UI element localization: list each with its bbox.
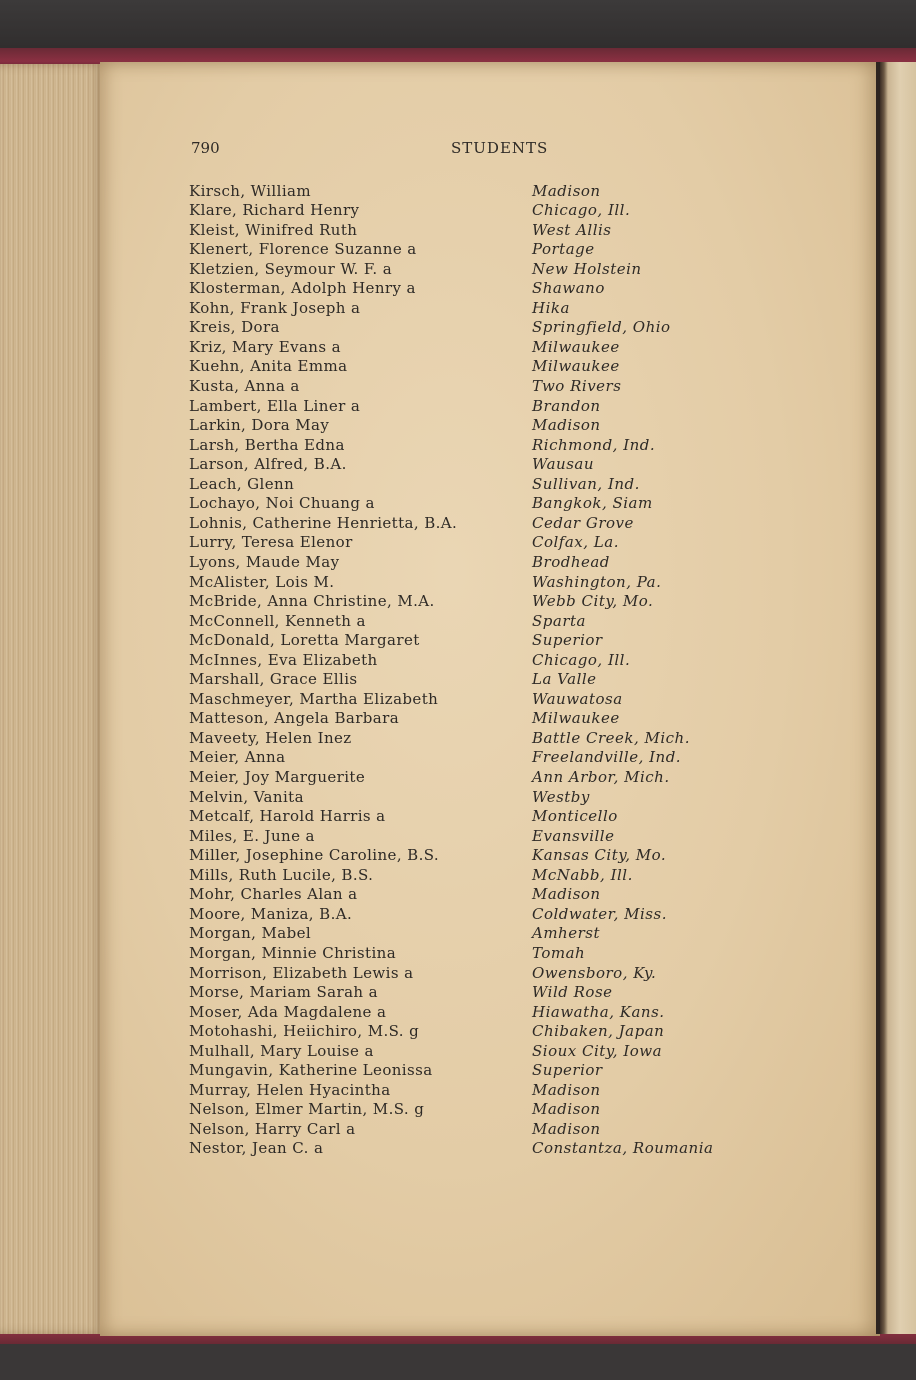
list-item — [0, 866, 916, 886]
list-item — [0, 944, 916, 964]
student-name: Lambert, Ella Liner a — [189, 396, 361, 415]
student-name: Nestor, Jean C. a — [189, 1139, 324, 1158]
list-item — [0, 494, 916, 514]
student-name: Mulhall, Mary Louise a — [189, 1041, 374, 1060]
student-name: Larsh, Bertha Edna — [189, 435, 345, 454]
student-name: Maveety, Helen Inez — [189, 728, 352, 747]
list-item — [0, 240, 916, 260]
list-item — [0, 1061, 916, 1081]
student-name: Lyons, Maude May — [189, 552, 340, 571]
student-name: Kletzien, Seymour W. F. a — [189, 259, 393, 278]
student-name: Morgan, Minnie Christina — [189, 943, 397, 962]
student-name: Kleist, Winifred Ruth — [189, 220, 358, 239]
student-hometown: Sioux City, Iowa — [532, 1041, 663, 1060]
student-name: Kreis, Dora — [189, 318, 280, 337]
student-name: McConnell, Kenneth a — [189, 611, 366, 630]
list-item — [0, 1100, 916, 1120]
student-name: Miller, Josephine Caroline, B.S. — [189, 846, 440, 865]
list-item — [0, 827, 916, 847]
list-item — [0, 612, 916, 632]
student-name: Morrison, Elizabeth Lewis a — [189, 963, 414, 982]
list-item — [0, 475, 916, 495]
student-name: Mills, Ruth Lucile, B.S. — [189, 865, 374, 884]
student-hometown: Evansville — [532, 826, 615, 845]
student-name: Kirsch, William — [189, 181, 311, 200]
student-name: Klenert, Florence Suzanne a — [189, 240, 417, 259]
student-name: Moser, Ada Magdalene a — [189, 1002, 387, 1021]
list-item — [0, 1120, 916, 1140]
student-hometown: Brodhead — [532, 552, 610, 571]
student-name: Kohn, Frank Joseph a — [189, 298, 361, 317]
list-item — [0, 357, 916, 377]
list-item — [0, 592, 916, 612]
student-name: Melvin, Vanita — [189, 787, 304, 806]
list-item — [0, 905, 916, 925]
student-hometown: Chicago, Ill. — [532, 650, 631, 669]
student-hometown: Webb City, Mo. — [532, 592, 654, 611]
student-hometown: Constantza, Roumania — [532, 1139, 714, 1158]
student-hometown: Milwaukee — [532, 709, 620, 728]
list-item — [0, 182, 916, 202]
student-name: Kuehn, Anita Emma — [189, 357, 348, 376]
student-name: Morgan, Mabel — [189, 924, 312, 943]
student-hometown: Two Rivers — [532, 377, 622, 395]
student-hometown: Coldwater, Miss. — [532, 904, 667, 923]
list-item — [0, 436, 916, 456]
student-hometown: Springfield, Ohio — [532, 318, 671, 337]
student-name: Matteson, Angela Barbara — [189, 709, 400, 728]
list-item — [0, 1003, 916, 1023]
student-hometown: Chibaken, Japan — [532, 1022, 665, 1041]
list-item — [0, 846, 916, 866]
student-hometown: Kansas City, Mo. — [532, 846, 667, 865]
student-hometown: Battle Creek, Mich. — [532, 728, 690, 747]
list-item — [0, 514, 916, 534]
student-name: Klosterman, Adolph Henry a — [189, 279, 416, 298]
student-hometown: McNabb, Ill. — [532, 865, 633, 884]
student-name: Meier, Anna — [189, 748, 286, 767]
student-hometown: West Allis — [532, 220, 612, 239]
student-name: McDonald, Loretta Margaret — [189, 631, 420, 650]
list-item — [0, 1081, 916, 1101]
student-hometown: Richmond, Ind. — [532, 435, 656, 454]
list-item — [0, 221, 916, 241]
student-hometown: New Holstein — [532, 259, 642, 278]
student-hometown: Milwaukee — [532, 337, 620, 356]
list-item — [0, 788, 916, 808]
student-hometown: Westby — [532, 787, 590, 806]
student-name: Morse, Mariam Sarah a — [189, 983, 378, 1002]
student-hometown: Washington, Pa. — [532, 572, 662, 591]
list-item — [0, 416, 916, 436]
student-hometown: Owensboro, Ky. — [532, 963, 657, 982]
list-item — [0, 651, 916, 671]
student-name: Meier, Joy Marguerite — [189, 768, 366, 786]
list-item — [0, 807, 916, 827]
running-head: STUDENTS — [451, 139, 549, 157]
list-item — [0, 318, 916, 338]
student-hometown: La Valle — [532, 670, 597, 689]
student-name: Leach, Glenn — [189, 474, 295, 493]
student-hometown: Monticello — [532, 807, 618, 826]
student-name: McBride, Anna Christine, M.A. — [189, 592, 435, 611]
student-hometown: Bangkok, Siam — [532, 494, 653, 513]
student-name: Motohashi, Heiichiro, M.S. g — [189, 1022, 420, 1041]
student-hometown: Sparta — [532, 611, 586, 630]
student-name: Kusta, Anna a — [189, 377, 300, 395]
list-item — [0, 455, 916, 475]
student-hometown: Superior — [532, 631, 603, 650]
student-name: Lochayo, Noi Chuang a — [189, 494, 375, 513]
list-item — [0, 983, 916, 1003]
student-hometown: Madison — [532, 181, 601, 200]
list-item — [0, 201, 916, 221]
list-item — [0, 1022, 916, 1042]
list-item — [0, 299, 916, 319]
student-name: Mungavin, Katherine Leonissa — [189, 1061, 433, 1080]
list-item — [0, 709, 916, 729]
list-item — [0, 690, 916, 710]
list-item — [0, 748, 916, 768]
student-hometown: Chicago, Ill. — [532, 201, 631, 220]
student-name: Klare, Richard Henry — [189, 201, 360, 220]
page-number: 790 — [191, 139, 220, 157]
list-item — [0, 377, 916, 397]
student-name: Murray, Helen Hyacintha — [189, 1080, 391, 1099]
student-hometown: Brandon — [532, 396, 601, 415]
student-hometown: Portage — [532, 240, 595, 259]
list-item — [0, 1042, 916, 1062]
student-name: Marshall, Grace Ellis — [189, 670, 358, 689]
student-hometown: Hika — [532, 298, 570, 317]
list-item — [0, 533, 916, 553]
student-name: Nelson, Elmer Martin, M.S. g — [189, 1100, 425, 1119]
list-item — [0, 397, 916, 417]
list-item — [0, 964, 916, 984]
student-hometown: Tomah — [532, 943, 586, 962]
student-hometown: Freelandville, Ind. — [532, 748, 682, 767]
list-item — [0, 553, 916, 573]
student-name: Kriz, Mary Evans a — [189, 337, 341, 356]
list-item — [0, 1139, 916, 1159]
list-item — [0, 670, 916, 690]
student-name: McAlister, Lois M. — [189, 572, 335, 591]
list-item — [0, 729, 916, 749]
student-name: Nelson, Harry Carl a — [189, 1119, 356, 1138]
list-item — [0, 573, 916, 593]
student-hometown: Hiawatha, Kans. — [532, 1002, 665, 1021]
student-hometown: Ann Arbor, Mich. — [532, 768, 670, 786]
student-hometown: Sullivan, Ind. — [532, 474, 640, 493]
student-name: Miles, E. June a — [189, 826, 315, 845]
student-hometown: Colfax, La. — [532, 533, 619, 552]
list-item — [0, 768, 916, 788]
student-hometown: Madison — [532, 416, 601, 435]
student-hometown: Madison — [532, 885, 601, 904]
student-hometown: Madison — [532, 1080, 601, 1099]
student-hometown: Milwaukee — [532, 357, 620, 376]
student-hometown: Wild Rose — [532, 983, 613, 1002]
student-name: Lohnis, Catherine Henrietta, B.A. — [189, 513, 458, 532]
student-name: Lurry, Teresa Elenor — [189, 533, 353, 552]
list-item — [0, 338, 916, 358]
student-hometown: Wauwatosa — [532, 689, 623, 708]
student-name: McInnes, Eva Elizabeth — [189, 650, 378, 669]
student-hometown: Madison — [532, 1119, 601, 1138]
list-item — [0, 924, 916, 944]
student-hometown: Superior — [532, 1061, 603, 1080]
student-hometown: Shawano — [532, 279, 605, 298]
student-hometown: Madison — [532, 1100, 601, 1119]
student-name: Mohr, Charles Alan a — [189, 885, 358, 904]
student-name: Maschmeyer, Martha Elizabeth — [189, 689, 439, 708]
student-hometown: Cedar Grove — [532, 513, 634, 532]
list-item — [0, 885, 916, 905]
student-name: Larkin, Dora May — [189, 416, 330, 435]
student-hometown: Amherst — [532, 924, 600, 943]
list-item — [0, 260, 916, 280]
student-name: Larson, Alfred, B.A. — [189, 455, 347, 474]
list-item — [0, 631, 916, 651]
student-hometown: Wausau — [532, 455, 595, 474]
list-item — [0, 279, 916, 299]
student-name: Moore, Maniza, B.A. — [189, 904, 353, 923]
student-name: Metcalf, Harold Harris a — [189, 807, 386, 826]
